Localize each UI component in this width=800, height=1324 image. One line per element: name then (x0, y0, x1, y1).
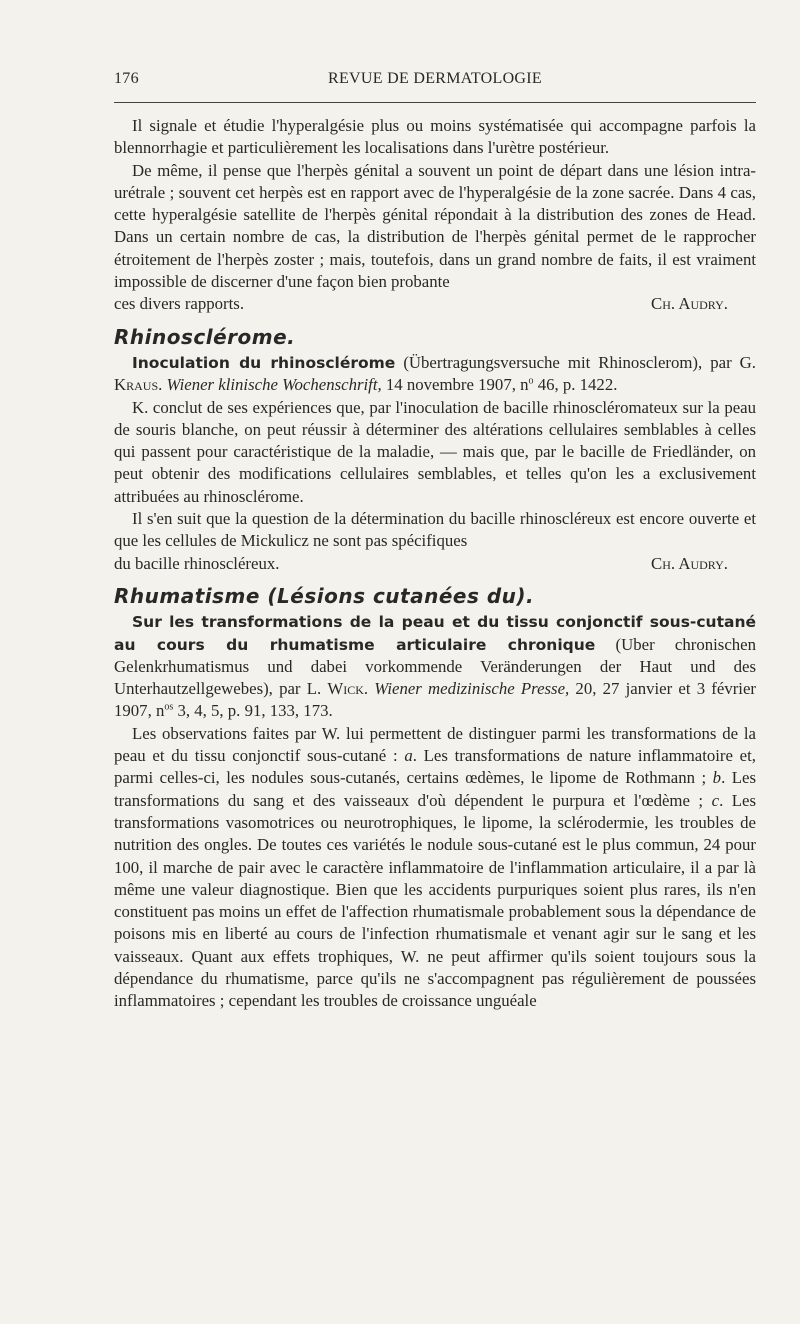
citation-date: 20, 27 janvier et 3 février 1907, n (114, 679, 757, 721)
citation-pages: 46, p. 1422. (533, 375, 618, 395)
paragraph-hyperalgesie: Il signale et étudie l'hyperalgésie plus ou moins systématisée qui accompagne parfois la blennorrhagie et particulièrement les localisations dans l'urètre postérieur. (114, 116, 756, 158)
article-title: Sur les transformations de la peau et du tissu conjonctif sous-cutané au cours du rhumatisme articulaire chronique (114, 613, 756, 654)
section-heading-rhinosclerome: Rhinosclérome. (114, 324, 296, 349)
citation-superscript: o (528, 375, 534, 387)
paragraph-inoculation: K. conclut de ses expériences que, par l'inoculation de bacille rhinoscléromateux sur la peau de souris blanche, on peut réussir à déterminer des altérations cellulaires semblables à celles qui passent pour caractéristique de la maladie, — mais que, par le bacille de Friedländer, on peut obtenir des modifications cellulaires semblables, et telles qu'on les a exclusivement attribuées au rhinosclérome. (114, 397, 756, 506)
citation-superscript: os (164, 701, 174, 713)
citation-journal: Wiener klinische Wochenschrift, (166, 375, 382, 395)
citation-journal: Wiener medizinische Presse, (374, 679, 570, 699)
signature: Ch. Audry. (651, 294, 728, 314)
citation-author: Wick (327, 679, 364, 699)
paragraph-observations (114, 723, 756, 1013)
paragraph-mickulicz: Il s'en suit que la question de la détermination du bacille rhinoscléreux est encore ouverte et que les cellules de Mickulicz ne sont pas spécifiques (114, 509, 756, 551)
article-title: Inoculation du rhinosclérome (132, 353, 396, 372)
citation-text: (Übertragungsversuche mit Rhinosclerom), par G. (395, 352, 756, 372)
observations-text: . Les transformations vasomotrices ou neurotrophiques, le lipome, la sclérodermie, les troubles de nutrition des ongles. De toutes ces variétés le nodule sous-cutané est le plus commun, 24 pour 100, il marche de pair avec le caractère inflammatoire de l'inflammation articulaire, il a par là même une valeur diagnostique. Bien que les accidents purpuriques soient plus rares, ils n'en constituent pas moins un effet de l'affection rhumatismale probablement sous la dépendance de poisons mis en liberté au cours de l'infection rhumatismale et venant agir sur le sang et les vaisseaux. Quant aux effets trophiques, W. ne peut affirmer qu'ils soient toujours sous la dépendance du rhumatisme, parce qu'ils ne s'accompagnent pas régulièrement de poussées inflammatoires ; cependant les troubles de croissance unguéale (114, 790, 756, 1011)
header-rule (114, 102, 756, 103)
section-heading-rhumatisme: Rhumatisme (Lésions cutanées du). (114, 583, 535, 608)
observations-text: Les observations faites par W. lui permettent de distinguer parmi les transformations de la peau et du tissu conjonctif sous-cutané : (114, 723, 756, 766)
list-letter: b (712, 768, 722, 788)
paragraph-herpes-text: De même, il pense que l'herpès génital a souvent un point de départ dans une lésion intra-urétrale ; souvent cet herpès est en rapport avec de l'hyperalgésie de la zone sacrée. Dans 4 cas, cette hyperalgésie satellite de l'herpès génital répondait à la distribution des zones de Head. Dans un certain nombre de cas, la distribution de l'herpès génital permet de le rapprocher étroitement de l'herpès zoster ; mais, toutefois, dans un grand nombre de faits, il est vraiment impossible de discerner d'une façon bien probante (114, 160, 756, 292)
paragraph-mickulicz-end: du bacille rhinoscléreux. (114, 553, 280, 573)
list-letter: a (404, 746, 413, 766)
journal-title: REVUE DE DERMATOLOGIE (328, 70, 542, 87)
signature-line (114, 553, 756, 575)
citation-author: Kraus (114, 375, 159, 395)
paragraph-herpes (114, 160, 756, 294)
citation-date: 14 novembre 1907, n (381, 375, 529, 395)
page-number: 176 (114, 70, 139, 87)
citation-pages: 3, 4, 5, p. 91, 133, 173. (173, 701, 333, 721)
article-citation-wick (114, 611, 756, 722)
citation-text: . (363, 679, 375, 699)
citation-text: . (158, 375, 167, 395)
citation-text: (Uber chronischen Gelenkrhumatismus und dabei vorkommende Veränderungen der Haut und des Unterhautzellgewebes), par L. (114, 634, 757, 699)
observations-text: . Les transformations du sang et des vaisseaux d'où dépendent le purpura et l'œdème ; (114, 768, 756, 810)
page-body (114, 115, 756, 1013)
observations-text: . Les transformations de nature inflammatoire et, parmi celles-ci, les nodules sous-cutanés, certains œdèmes, le lipome de Rothmann ; (114, 746, 756, 788)
paragraph-herpes-end: ces divers rapports. (114, 294, 245, 314)
signature-line (114, 293, 756, 315)
signature: Ch. Audry. (651, 553, 728, 573)
article-citation-kraus (114, 352, 756, 397)
running-head (114, 70, 756, 88)
list-letter: c (711, 790, 720, 810)
